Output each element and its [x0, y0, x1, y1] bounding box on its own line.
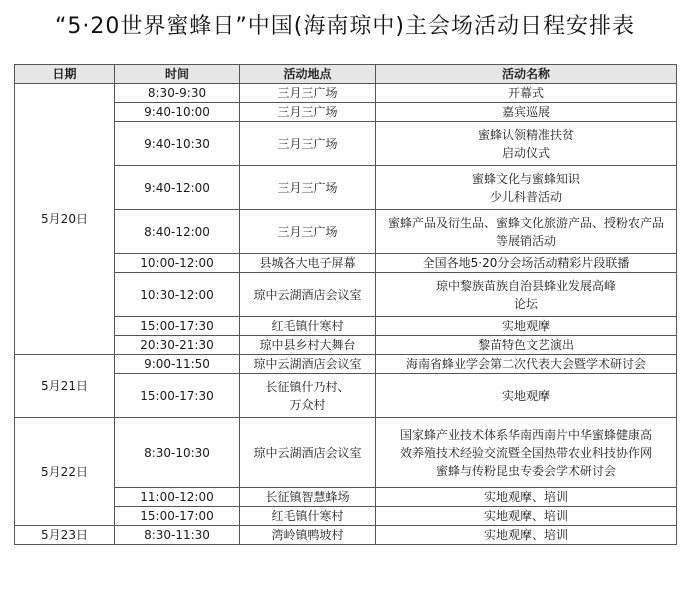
date-cell: 5月23日: [15, 526, 115, 545]
location-cell: 红毛镇什寒村: [240, 507, 376, 526]
activity-cell: 实地观摩、培训: [376, 526, 677, 545]
table-row: [15, 84, 677, 103]
location-cell: 三月三广场: [240, 84, 376, 103]
time-cell: 10:00-12:00: [115, 254, 240, 273]
location-cell: 琼中云湖酒店会议室: [240, 355, 376, 374]
time-cell: 9:40-10:00: [115, 103, 240, 122]
time-cell: 9:40-10:30: [115, 122, 240, 166]
table-row: [15, 418, 677, 488]
location-cell: 红毛镇什寒村: [240, 317, 376, 336]
table-row: [15, 507, 677, 526]
time-cell: 9:40-12:00: [115, 166, 240, 210]
activity-cell: 琼中黎族苗族自治县蜂业发展高峰 论坛: [376, 273, 677, 317]
location-cell: 三月三广场: [240, 122, 376, 166]
table-row: [15, 103, 677, 122]
time-cell: 11:00-12:00: [115, 488, 240, 507]
location-cell: 长征镇智慧蜂场: [240, 488, 376, 507]
page-title: “5·20世界蜜蜂日”中国(海南琼中)主会场活动日程安排表: [55, 14, 635, 39]
time-cell: 8:30-10:30: [115, 418, 240, 488]
header-time: 时间: [115, 65, 240, 84]
location-cell: 琼中云湖酒店会议室: [240, 273, 376, 317]
header-date: 日期: [15, 65, 115, 84]
activity-cell: 嘉宾巡展: [376, 103, 677, 122]
location-cell: 琼中县乡村大舞台: [240, 336, 376, 355]
table-row: [15, 526, 677, 545]
table-row: [15, 122, 677, 166]
activity-cell: 蜜蜂产品及衍生品、蜜蜂文化旅游产品、授粉农产品 等展销活动: [376, 210, 677, 254]
location-cell: 琼中云湖酒店会议室: [240, 418, 376, 488]
table-row: [15, 254, 677, 273]
header-location: 活动地点: [240, 65, 376, 84]
time-cell: 20:30-21:30: [115, 336, 240, 355]
table-row: [15, 374, 677, 418]
time-cell: 15:00-17:30: [115, 317, 240, 336]
location-cell: 长征镇什乃村、 万众村: [240, 374, 376, 418]
location-cell: 三月三广场: [240, 210, 376, 254]
location-cell: 三月三广场: [240, 103, 376, 122]
table-row: [15, 488, 677, 507]
activity-cell: 开幕式: [376, 84, 677, 103]
date-cell: 5月20日: [15, 84, 115, 355]
activity-cell: 实地观摩: [376, 317, 677, 336]
location-cell: 湾岭镇鸭坡村: [240, 526, 376, 545]
activity-cell: 国家蜂产业技术体系华南西南片中华蜜蜂健康高 效养殖技术经验交流暨全国热带农业科技协作网 蜜蜂与传粉昆虫专委会学术研讨会: [376, 418, 677, 488]
location-cell: 县城各大电子屏幕: [240, 254, 376, 273]
activity-cell: 全国各地5·20分会场活动精彩片段联播: [376, 254, 677, 273]
header-row: [15, 65, 677, 84]
time-cell: 15:00-17:30: [115, 374, 240, 418]
table-row: [15, 210, 677, 254]
activity-cell: 蜜蜂文化与蜜蜂知识 少儿科普活动: [376, 166, 677, 210]
table-row: [15, 336, 677, 355]
schedule-body: [15, 84, 677, 545]
time-cell: 8:40-12:00: [115, 210, 240, 254]
activity-cell: 实地观摩: [376, 374, 677, 418]
time-cell: 10:30-12:00: [115, 273, 240, 317]
table-row: [15, 166, 677, 210]
time-cell: 8:30-11:30: [115, 526, 240, 545]
date-cell: 5月21日: [15, 355, 115, 418]
time-cell: 8:30-9:30: [115, 84, 240, 103]
activity-cell: 实地观摩、培训: [376, 488, 677, 507]
table-row: [15, 273, 677, 317]
location-cell: 三月三广场: [240, 166, 376, 210]
activity-cell: 海南省蜂业学会第二次代表大会暨学术研讨会: [376, 355, 677, 374]
activity-cell: 蜜蜂认领精准扶贫 启动仪式: [376, 122, 677, 166]
activity-cell: 黎苗特色文艺演出: [376, 336, 677, 355]
time-cell: 9:00-11:50: [115, 355, 240, 374]
table-row: [15, 317, 677, 336]
date-cell: 5月22日: [15, 418, 115, 526]
activity-cell: 实地观摩、培训: [376, 507, 677, 526]
header-activity: 活动名称: [376, 65, 677, 84]
schedule-table: [14, 64, 677, 545]
time-cell: 15:00-17:00: [115, 507, 240, 526]
table-row: [15, 355, 677, 374]
